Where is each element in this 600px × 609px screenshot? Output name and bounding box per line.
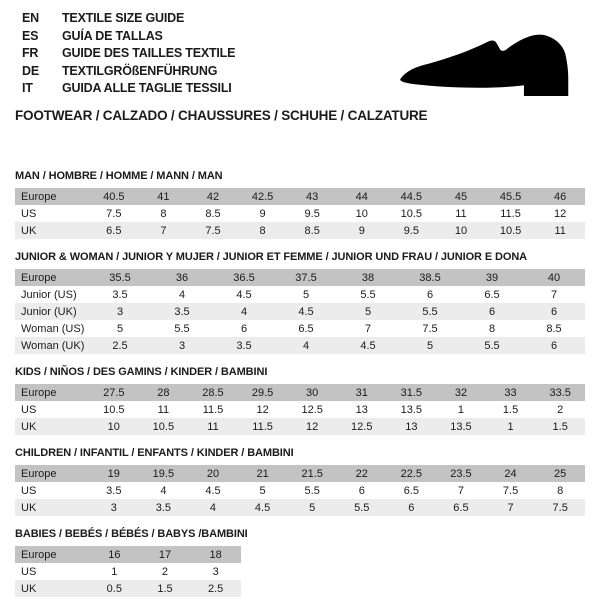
size-cell: 1: [507, 420, 514, 433]
size-cell: 6: [240, 322, 248, 335]
size-cell: 10.5: [499, 224, 522, 237]
size-header-row: [15, 188, 585, 205]
dress-shoe-icon: [393, 28, 585, 104]
size-cell: 11: [554, 224, 566, 237]
size-cell: 3.5: [174, 305, 190, 318]
size-cell: 3: [178, 339, 186, 352]
size-cell: 41: [157, 190, 170, 203]
size-row: [15, 499, 585, 516]
size-cell: 6.5: [403, 484, 419, 497]
size-cell: 7.5: [106, 207, 122, 220]
row-label: UK: [21, 224, 37, 237]
section-title: JUNIOR & WOMAN / JUNIOR Y MUJER / JUNIOR ET FEMME / JUNIOR UND FRAU / JUNIOR E DONA: [15, 251, 528, 263]
size-cell: 42.5: [251, 190, 274, 203]
size-cell: 7.5: [205, 224, 221, 237]
language-code: EN: [22, 11, 39, 25]
size-cell: 27.5: [103, 386, 125, 399]
size-cell: 9.5: [403, 224, 419, 237]
size-cell: 1: [457, 403, 465, 416]
language-label: GUIDE DES TAILLES TEXTILE: [62, 46, 236, 60]
row-label: Europe: [21, 386, 57, 399]
size-cell: 11.5: [500, 207, 521, 220]
size-cell: 7.5: [552, 501, 568, 514]
size-cell: 4: [160, 484, 167, 497]
category-title: FOOTWEAR / CALZADO / CHAUSSURES / SCHUHE / CALZATURE: [15, 108, 428, 123]
size-row: [15, 563, 241, 580]
size-cell: 0.5: [106, 582, 122, 595]
size-cell: 3: [212, 565, 219, 578]
size-cell: 6.5: [453, 501, 469, 514]
language-label: GUÍA DE TALLAS: [62, 28, 163, 43]
size-cell: 19.5: [152, 467, 175, 480]
row-label: Europe: [21, 467, 57, 480]
size-cell: 39: [485, 271, 499, 284]
row-label: Europe: [21, 271, 57, 284]
size-cell: 43: [306, 190, 319, 203]
size-header-row: [15, 269, 585, 286]
size-cell: 1.5: [157, 582, 173, 595]
size-cell: 8: [557, 484, 564, 497]
size-row: [15, 418, 585, 435]
size-cell: 6.5: [106, 224, 122, 237]
size-cell: 13.5: [400, 403, 423, 416]
row-label: Europe: [21, 190, 57, 203]
section-babies: [15, 528, 585, 597]
size-row: [15, 580, 241, 597]
size-cell: 10: [355, 207, 368, 220]
size-cell: 4: [209, 501, 217, 514]
section-title: BABIES / BEBÉS / BÉBÉS / BABYS /BAMBINI: [15, 528, 248, 540]
size-cell: 28: [157, 386, 170, 399]
size-cell: 31: [355, 386, 368, 399]
size-cell: 25: [554, 467, 567, 480]
size-cell: 16: [108, 548, 121, 561]
size-cell: 7: [457, 484, 465, 497]
size-cell: 4: [178, 288, 186, 301]
size-cell: 11: [455, 207, 467, 220]
size-cell: 7: [550, 288, 558, 301]
size-row: [15, 205, 585, 222]
size-cell: 1.5: [552, 420, 568, 433]
size-tables: [15, 170, 585, 609]
size-cell: 9: [259, 207, 266, 220]
size-cell: 2.5: [208, 582, 224, 595]
size-cell: 7: [507, 501, 514, 514]
size-cell: 5: [302, 288, 310, 301]
size-cell: 5: [259, 484, 266, 497]
kids-size-table: [15, 384, 585, 435]
language-row-it: [22, 80, 235, 98]
size-cell: 3.5: [236, 339, 252, 352]
row-label: Europe: [21, 548, 57, 561]
size-row: [15, 401, 585, 418]
language-code: ES: [22, 28, 39, 43]
size-cell: 8.5: [304, 224, 320, 237]
section-title: MAN / HOMBRE / HOMME / MANN / MAN: [15, 170, 223, 182]
size-cell: 10: [107, 420, 120, 433]
language-label: TEXTILGRÖßENFÜHRUNG: [62, 63, 218, 78]
size-header-row: [15, 465, 585, 482]
size-cell: 42: [206, 190, 220, 203]
size-cell: 40.5: [103, 190, 125, 203]
size-cell: 2: [557, 403, 564, 416]
size-row: [15, 337, 585, 354]
size-cell: 4.5: [360, 339, 376, 352]
language-row-en: [22, 10, 235, 28]
size-cell: 6: [426, 288, 434, 301]
size-cell: 12: [306, 420, 319, 433]
language-code: FR: [22, 46, 39, 60]
size-cell: 3: [110, 501, 117, 514]
size-cell: 5: [116, 322, 124, 335]
size-cell: 4.5: [236, 288, 252, 301]
size-cell: 9: [358, 224, 365, 237]
size-cell: 45.5: [499, 190, 522, 203]
size-cell: 5: [426, 339, 434, 352]
size-cell: 11.5: [202, 403, 224, 416]
size-cell: 4.5: [205, 484, 221, 497]
size-cell: 9.5: [304, 207, 320, 220]
row-label: Woman (US): [21, 322, 85, 335]
size-cell: 7.5: [502, 484, 519, 497]
size-cell: 4: [302, 339, 310, 352]
size-cell: 2.5: [112, 339, 128, 352]
size-cell: 3: [116, 305, 124, 318]
size-cell: 8: [488, 322, 496, 335]
size-cell: 5.5: [174, 322, 190, 335]
size-cell: 36: [175, 271, 189, 284]
junior-woman-size-table: [15, 269, 585, 354]
size-cell: 45: [454, 190, 468, 203]
size-cell: 12: [256, 403, 269, 416]
size-row: [15, 482, 585, 499]
size-cell: 6: [358, 484, 365, 497]
size-cell: 37.5: [295, 271, 317, 284]
size-cell: 17: [158, 548, 172, 561]
row-label: UK: [21, 420, 37, 433]
row-label: UK: [21, 501, 37, 514]
size-cell: 5: [364, 305, 372, 318]
size-cell: 3.5: [106, 484, 122, 497]
size-cell: 31.5: [400, 386, 423, 399]
size-cell: 12.5: [351, 420, 373, 433]
size-cell: 1: [111, 565, 118, 578]
size-cell: 12.5: [301, 403, 323, 416]
size-cell: 18: [209, 548, 222, 561]
man-size-table: [15, 188, 585, 239]
size-cell: 23.5: [450, 467, 472, 480]
size-cell: 10: [454, 224, 468, 237]
size-cell: 1.5: [502, 403, 519, 416]
size-cell: 7: [160, 224, 167, 237]
size-cell: 22: [355, 467, 368, 480]
size-cell: 29.5: [251, 386, 274, 399]
row-label: US: [21, 403, 37, 416]
size-cell: 5.5: [354, 501, 370, 514]
size-cell: 38: [361, 271, 375, 284]
size-cell: 3.5: [112, 288, 128, 301]
size-cell: 3.5: [155, 501, 172, 514]
size-cell: 36.5: [233, 271, 255, 284]
row-label: Junior (US): [21, 288, 77, 301]
size-cell: 8: [160, 207, 167, 220]
size-cell: 30: [306, 386, 319, 399]
row-label: UK: [21, 582, 37, 595]
size-cell: 24: [504, 467, 517, 480]
size-cell: 20: [206, 467, 220, 480]
size-row: [15, 320, 585, 337]
size-cell: 38.5: [419, 271, 441, 284]
section-title: CHILDREN / INFANTIL / ENFANTS / KINDER / BAMBINI: [15, 447, 294, 459]
size-cell: 40: [547, 271, 561, 284]
size-cell: 12: [554, 207, 567, 220]
size-cell: 6: [488, 305, 496, 318]
size-cell: 33.5: [549, 386, 571, 399]
size-cell: 4: [240, 305, 248, 318]
size-cell: 11: [207, 420, 219, 433]
language-list: [22, 10, 235, 98]
babies-size-table: [15, 546, 241, 597]
size-cell: 10.5: [152, 420, 175, 433]
size-cell: 11.5: [252, 420, 273, 433]
size-cell: 4.5: [254, 501, 271, 514]
size-row: [15, 303, 585, 320]
size-cell: 44: [355, 190, 368, 203]
size-cell: 10.5: [103, 403, 125, 416]
row-label: Junior (UK): [21, 305, 77, 318]
size-cell: 7.5: [422, 322, 438, 335]
row-label: US: [21, 207, 37, 220]
size-cell: 5: [309, 501, 316, 514]
language-code: IT: [22, 81, 33, 95]
size-cell: 13: [405, 420, 418, 433]
size-cell: 35.5: [109, 271, 131, 284]
size-cell: 11: [157, 403, 170, 416]
size-cell: 6.5: [298, 322, 314, 335]
size-row: [15, 222, 585, 239]
language-code: DE: [22, 63, 39, 78]
size-header-row: [15, 384, 585, 401]
section-junior-woman: [15, 251, 585, 354]
section-man: [15, 170, 585, 239]
size-cell: 28.5: [202, 386, 224, 399]
size-cell: 10.5: [400, 207, 423, 220]
size-cell: 19: [107, 467, 120, 480]
size-cell: 2: [161, 565, 169, 578]
size-cell: 22.5: [400, 467, 423, 480]
row-label: Woman (UK): [21, 339, 85, 352]
size-cell: 6.5: [484, 288, 500, 301]
language-label: TEXTILE SIZE GUIDE: [62, 11, 185, 25]
size-row: [15, 286, 585, 303]
language-row-fr: [22, 45, 235, 63]
language-label: GUIDA ALLE TAGLIE TESSILI: [62, 81, 232, 95]
size-cell: 13.5: [450, 420, 472, 433]
section-title: KIDS / NIÑOS / DES GAMINS / KINDER / BAMBINI: [15, 366, 268, 378]
size-cell: 44.5: [400, 190, 423, 203]
size-cell: 5.5: [360, 288, 376, 301]
size-cell: 4.5: [298, 305, 314, 318]
size-cell: 7: [364, 322, 372, 335]
section-kids: [15, 366, 585, 435]
row-label: US: [21, 484, 37, 497]
section-children: [15, 447, 585, 516]
size-cell: 21.5: [301, 467, 323, 480]
size-cell: 6: [550, 339, 558, 352]
size-cell: 32: [454, 386, 468, 399]
size-cell: 8.5: [546, 322, 562, 335]
size-cell: 13: [355, 403, 368, 416]
size-cell: 8: [259, 224, 266, 237]
size-cell: 5.5: [484, 339, 500, 352]
size-cell: 5.5: [304, 484, 320, 497]
size-cell: 46: [554, 190, 567, 203]
size-cell: 5.5: [422, 305, 438, 318]
size-cell: 21: [256, 467, 269, 480]
size-cell: 6: [408, 501, 415, 514]
size-cell: 6: [550, 305, 558, 318]
row-label: US: [21, 565, 37, 578]
children-size-table: [15, 465, 585, 516]
size-cell: 8.5: [205, 207, 221, 220]
size-header-row: [15, 546, 241, 563]
language-row-de: [22, 63, 235, 81]
size-cell: 33: [504, 386, 517, 399]
language-row-es: [22, 28, 235, 46]
